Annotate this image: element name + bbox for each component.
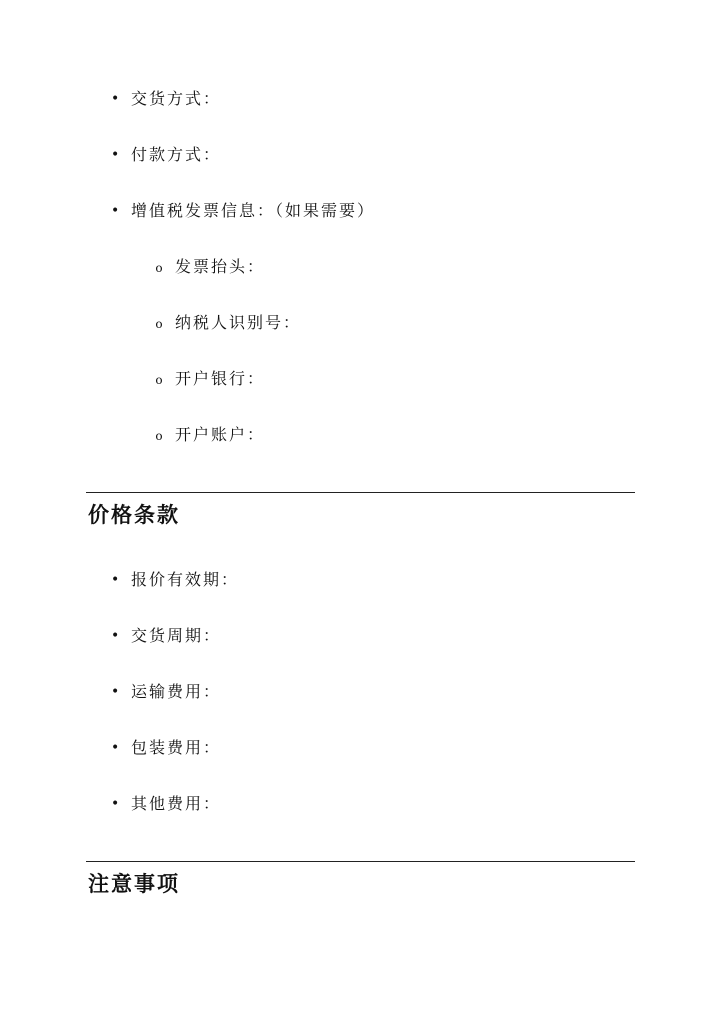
list-item-delivery-cycle (111, 626, 222, 646)
section-divider (86, 861, 635, 862)
circle-bullet-icon: o (155, 429, 165, 443)
sublist-item-label: 纳税人识别号： (175, 313, 302, 332)
circle-bullet-icon: o (155, 261, 165, 275)
list-item-label: 增值税发票信息：（如果需要） (131, 201, 376, 220)
list-item-payment-method (111, 145, 222, 165)
sublist-item-invoice-title (155, 257, 266, 277)
bullet-icon: • (111, 91, 122, 107)
list-item-delivery-method (111, 89, 222, 109)
section-divider (86, 492, 635, 493)
bullet-icon: • (111, 740, 122, 756)
list-item-vat-invoice-info (111, 201, 376, 221)
section-title-price-terms: 价格条款 (88, 502, 180, 527)
bullet-icon: • (111, 628, 122, 644)
sublist-item-taxpayer-id (155, 313, 302, 333)
bullet-icon: • (111, 796, 122, 812)
list-item-label: 报价有效期： (131, 570, 240, 589)
list-item-quote-validity (111, 570, 240, 590)
sublist-item-account (155, 425, 266, 445)
list-item-label: 运输费用： (131, 682, 222, 701)
sublist-item-bank (155, 369, 266, 389)
bullet-icon: • (111, 147, 122, 163)
bullet-icon: • (111, 203, 122, 219)
section-title-notes: 注意事项 (88, 871, 180, 896)
sublist-item-label: 发票抬头： (175, 257, 266, 276)
circle-bullet-icon: o (155, 317, 165, 331)
list-item-label: 交货方式： (131, 89, 222, 108)
list-item-label: 交货周期： (131, 626, 222, 645)
list-item-packaging-cost (111, 738, 222, 758)
list-item-shipping-cost (111, 682, 222, 702)
sublist-item-label: 开户账户： (175, 425, 266, 444)
bullet-icon: • (111, 572, 122, 588)
sublist-item-label: 开户银行： (175, 369, 266, 388)
list-item-label: 其他费用： (131, 794, 222, 813)
bullet-icon: • (111, 684, 122, 700)
list-item-other-costs (111, 794, 222, 814)
list-item-label: 包装费用： (131, 738, 222, 757)
circle-bullet-icon: o (155, 373, 165, 387)
list-item-label: 付款方式： (131, 145, 222, 164)
